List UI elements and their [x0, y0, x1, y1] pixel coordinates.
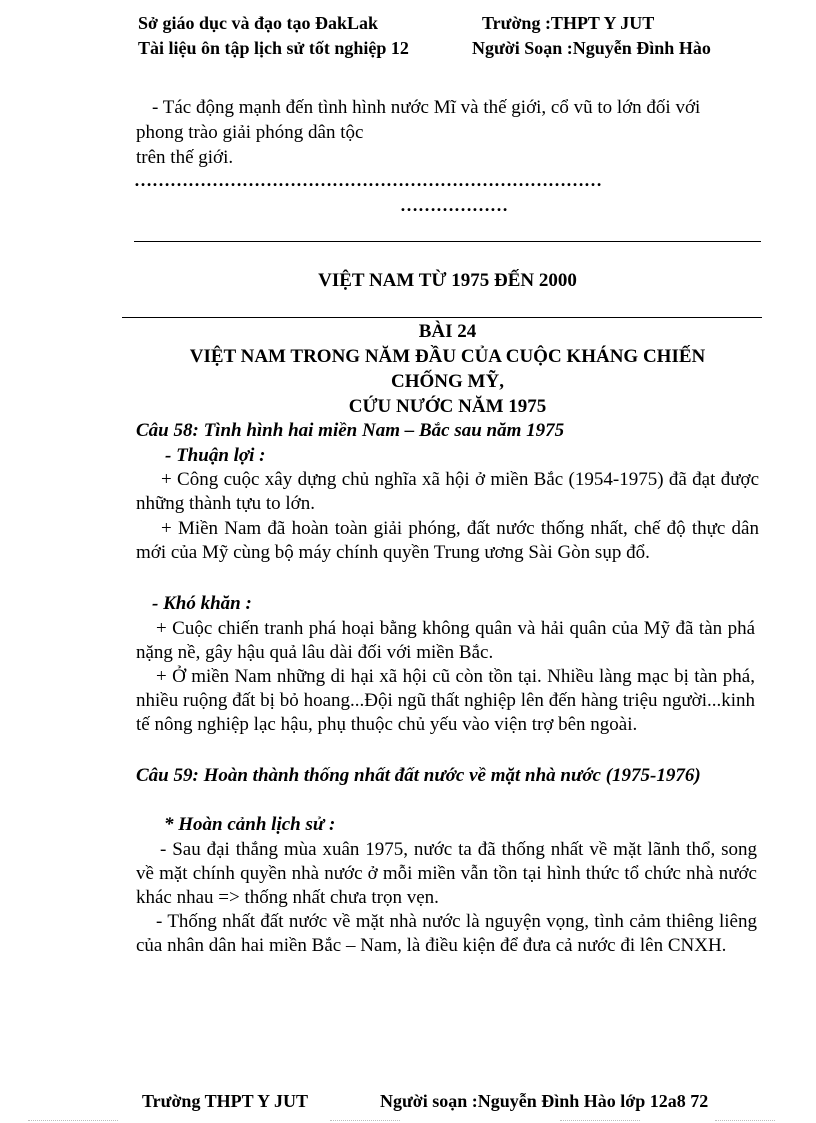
footer-dotted-line — [330, 1120, 400, 1121]
lesson-title-line-3: CỨU NƯỚC NĂM 1975 — [348, 396, 547, 417]
advantage-item-2: + Miền Nam đã hoàn toàn giải phóng, đất nước thống nhất, chế độ thực dân mới của Mỹ cùng bộ máy chính quyền Trung ương Sài Gòn sụp đổ. — [136, 518, 759, 563]
question-58-heading: Câu 58: Tình hình hai miền Nam – Bắc sau năm 1975 — [136, 420, 565, 441]
horizontal-rule — [122, 317, 762, 318]
question-59-heading: Câu 59: Hoàn thành thống nhất đất nước về mặt nhà nước (1975-1976) — [136, 765, 701, 786]
lesson-title-line-2: CHỐNG MỸ, — [391, 371, 504, 392]
difficulty-item-2: + Ở miền Nam những di hại xã hội cũ còn tồn tại. Nhiều làng mạc bị tàn phá, nhiều ruộng đất bị bỏ hoang...Đội ngũ thất nghiệp lên đến hàng triệu người...kinh tế nông nghiệp lạc hậu, phụ thuộc chủ yếu vào viện trợ bên ngoài. — [136, 666, 755, 735]
context-paragraph-1: - Sau đại thắng mùa xuân 1975, nước ta đã thống nhất về mặt lãnh thổ, song về mặt chính quyền nhà nước ở mỗi miền vẫn tồn tại hình thức tổ chức nhà nước khác nhau => thống nhất chưa trọn vẹn. — [136, 839, 757, 908]
footer-school: Trường THPT Y JUT — [142, 1091, 308, 1111]
difficulties-label: - Khó khăn : — [152, 593, 252, 614]
header-author: Người Soạn :Nguyễn Đình Hào — [472, 38, 711, 58]
footer-dotted-line — [28, 1120, 118, 1121]
header-document-title: Tài liệu ôn tập lịch sử tốt nghiệp 12 — [138, 38, 409, 58]
header-department: Sở giáo dục và đạo tạo ĐakLak — [138, 13, 379, 33]
footer-dotted-line — [715, 1120, 775, 1121]
context-paragraph-2: - Thống nhất đất nước về mặt nhà nước là nguyện vọng, tình cảm thiêng liêng của nhân dân hai miền Bắc – Nam, là điều kiện để đưa cả nước đi lên CNXH. — [136, 911, 757, 956]
header-school: Trường :THPT Y JUT — [482, 13, 655, 33]
difficulty-item-1: + Cuộc chiến tranh phá hoại bằng không quân và hải quân của Mỹ đã tàn phá nặng nề, gây hậu quả lâu dài đối với miền Bắc. — [136, 618, 755, 663]
footer-author-page: Người soạn :Nguyễn Đình Hào lớp 12a8 72 — [380, 1091, 709, 1111]
lesson-number: BÀI 24 — [418, 321, 477, 342]
lesson-title-line-1: VIỆT NAM TRONG NĂM ĐẦU CỦA CUỘC KHÁNG CHIẾN — [189, 346, 706, 367]
advantage-item-1: + Công cuộc xây dựng chủ nghĩa xã hội ở miền Bắc (1954-1975) đã đạt được những thành tựu to lớn. — [136, 469, 759, 514]
horizontal-rule — [134, 241, 761, 242]
dotted-separator-short: ……………… — [400, 195, 508, 215]
dotted-separator-long: …………………………………………………………………… — [134, 170, 602, 190]
part-title: VIỆT NAM TỪ 1975 ĐẾN 2000 — [318, 270, 577, 291]
historical-context-label: * Hoàn cảnh lịch sử : — [164, 814, 336, 835]
footer-dotted-line — [560, 1120, 640, 1121]
advantages-label: - Thuận lợi : — [165, 445, 266, 466]
intro-line-2: phong trào giải phóng dân tộc — [136, 122, 364, 143]
intro-line-1: - Tác động mạnh đến tình hình nước Mĩ và thế giới, cổ vũ to lớn đối với — [152, 97, 701, 118]
intro-line-3: trên thế giới. — [136, 147, 234, 168]
